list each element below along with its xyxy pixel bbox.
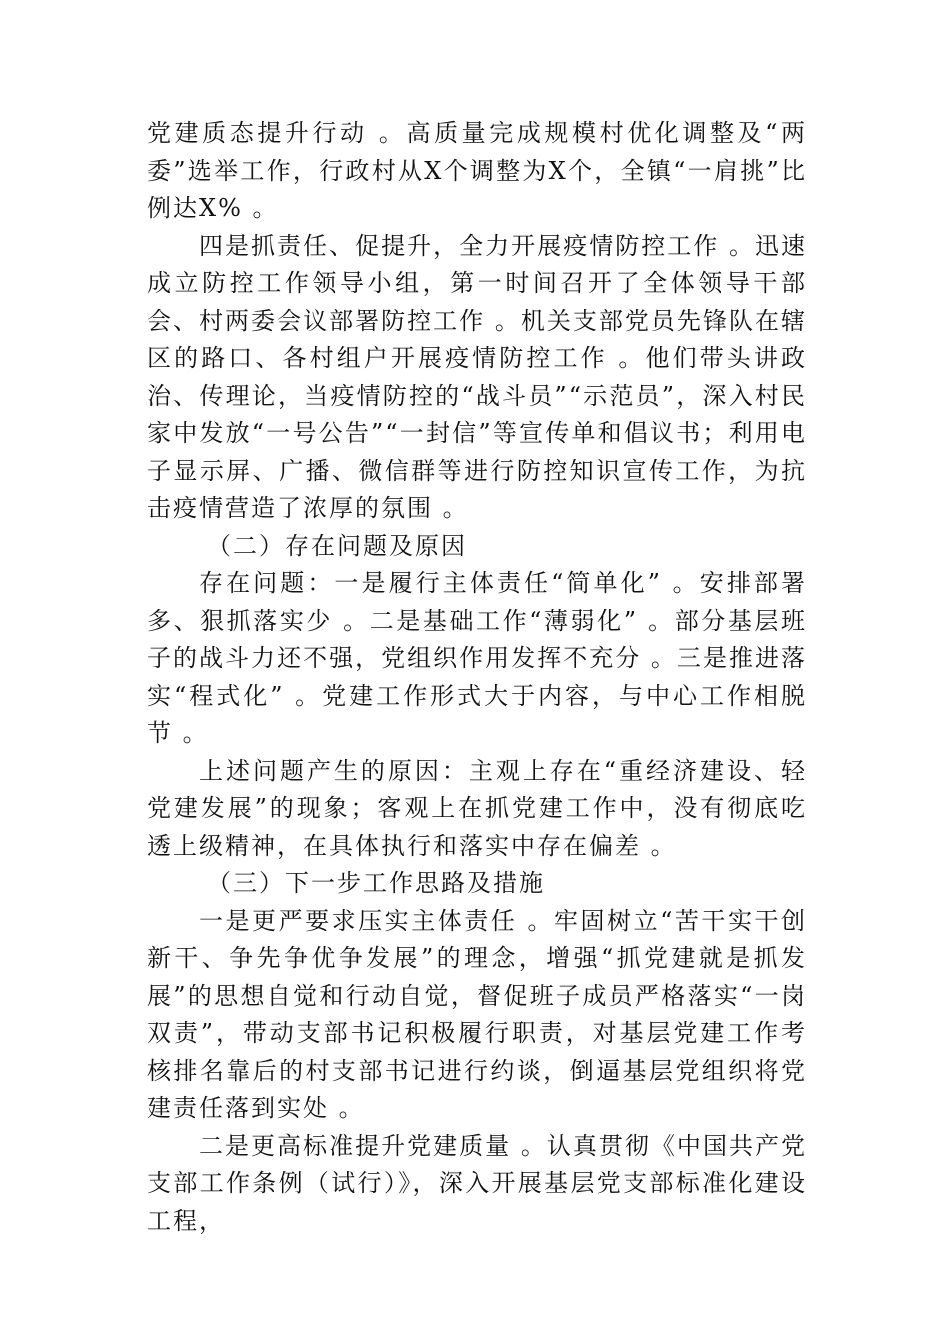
paragraph-epidemic-control: 四是抓责任、促提升，全力开展疫情防控工作 。迅速成立防控工作领导小组，第一时间召开了全体领导干部会、村两委会议部署防控工作 。机关支部党员先锋队在辖区的路口、各村组户开展疫情防控工作 。他们带头讲政治、传理论，当疫情防控的“战斗员”“示范员”，深入村民家中发放“一号公告”“一封信”等宣传单和倡议书；利用电子显示屏、广播、微信群等进行防控知识宣传工作，为抗击疫情营造了浓厚的氛围 。 — [147, 231, 807, 522]
paragraph-responsibility: 一是更严要求压实主体责任 。牢固树立“苦干实干创新干、争先争优争发展”的理念，增强“抓党建就是抓发展”的思想自觉和行动自觉，督促班子成员严格落实“一岗双责”，带动支部书记积极履行职责，对基层党建工作考核排名靠后的村支部书记进行约谈，倒逼基层党组织将党建责任落到实处 。 — [147, 906, 807, 1122]
paragraph-causes: 上述问题产生的原因：主观上存在“重经济建设、轻党建发展”的现象；客观上在抓党建工作中，没有彻底吃透上级精神，在具体执行和落实中存在偏差 。 — [147, 756, 807, 860]
paragraph-existing-problems: 存在问题：一是履行主体责任“简单化” 。安排部署多、狠抓落实少 。二是基础工作“薄弱化” 。部分基层班子的战斗力还不强，党组织作用发挥不充分 。三是推进落实“程式化” 。党建工作形式大于内容，与中心工作相脱节 。 — [147, 569, 807, 747]
section-heading-problems: （二）存在问题及原因 — [207, 531, 467, 560]
document-body — [147, 115, 807, 1240]
paragraph-party-building-quality: 党建质态提升行动 。高质量完成规模村优化调整及“两委”选举工作，行政村从X个调整为X个，全镇“一肩挑”比例达X% 。 — [147, 119, 807, 222]
paragraph-quality-standard: 二是更高标准提升党建质量 。认真贯彻《中国共产党支部工作条例（试行）》，深入开展基层党支部标准化建设工程， — [147, 1131, 807, 1235]
section-heading-next-steps: （三）下一步工作思路及措施 — [207, 869, 545, 897]
